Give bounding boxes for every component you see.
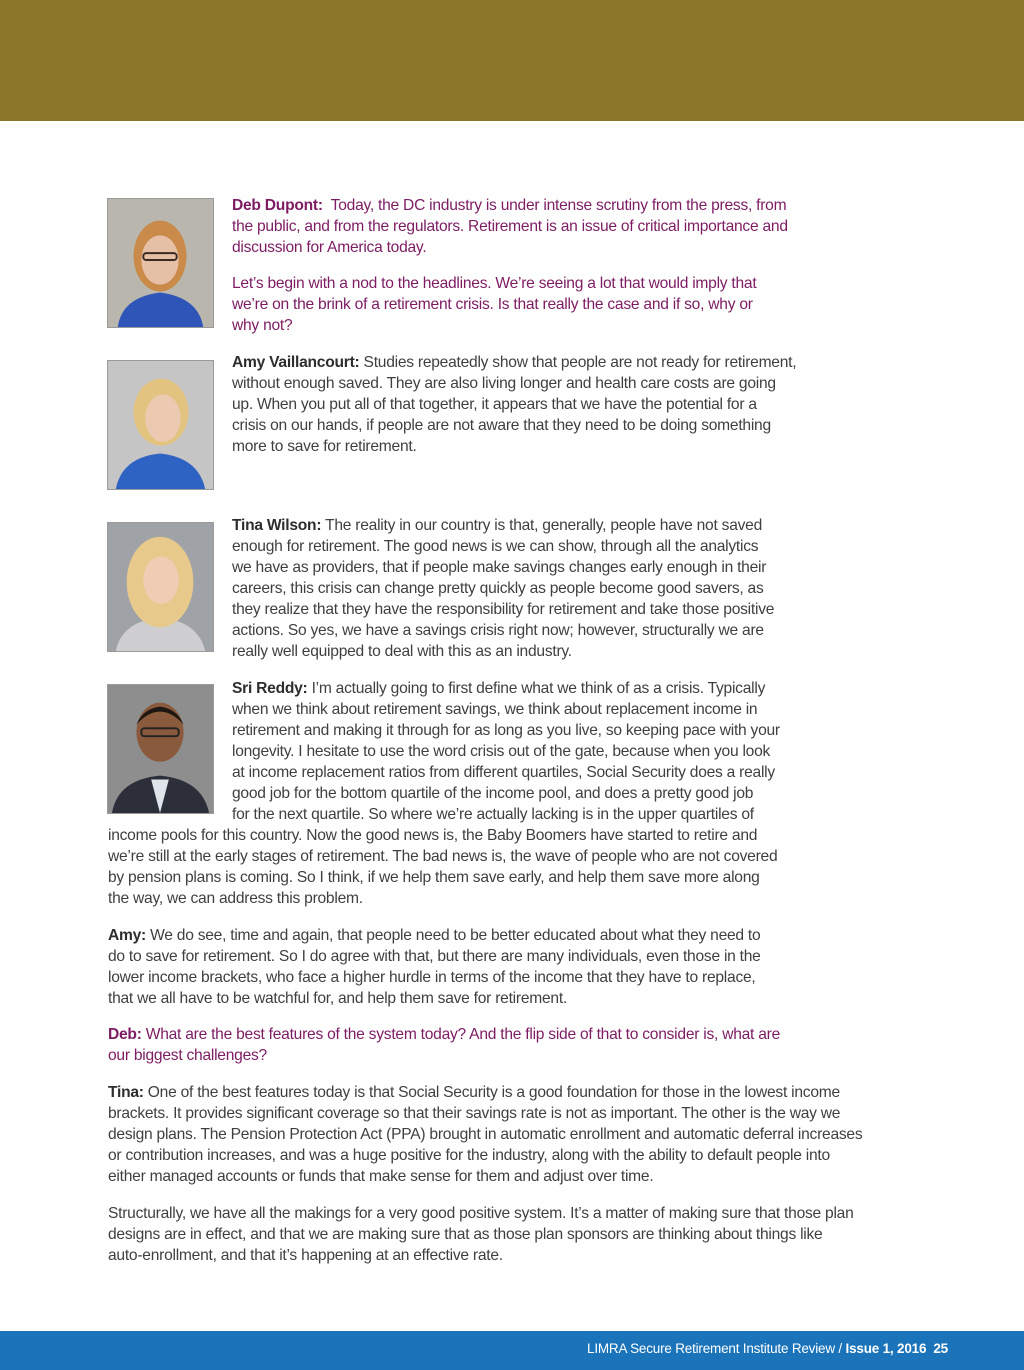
paragraph-deb-question	[232, 273, 756, 336]
text-line: Structurally, we have all the makings for a very good positive system. It’s a matter of making sure that those plan	[108, 1205, 854, 1222]
text-line: for the next quartile. So where we’re actually lacking is in the upper quartiles of	[232, 806, 754, 823]
text-line: crisis on our hands, if people are not aware that they need to be doing something	[232, 417, 771, 434]
text-line: actions. So yes, we have a savings crisis right now; however, structurally we are	[232, 622, 764, 639]
text-line: either managed accounts or funds that make sense for them and adjust over time.	[108, 1168, 654, 1185]
text-line: why not?	[232, 317, 293, 334]
text-line: income pools for this country. Now the good news is, the Baby Boomers have started to retire and	[108, 827, 758, 844]
text-line: we have as providers, that if people make savings changes early enough in their	[232, 559, 767, 576]
text-line: One of the best features today is that Social Security is a good foundation for those in the lowest income	[143, 1084, 840, 1101]
text-line: We do see, time and again, that people need to be better educated about what they need to	[146, 927, 761, 944]
text-line: The reality in our country is that, generally, people have not saved	[321, 517, 763, 534]
text-line: longevity. I hesitate to use the word crisis out of the gate, because when you look	[232, 743, 771, 760]
text-line: enough for retirement. The good news is we can show, through all the analytics	[232, 538, 759, 555]
paragraph-tina-answer	[232, 515, 774, 662]
text-line: up. When you put all of that together, it appears that we have the potential for a	[232, 396, 757, 413]
issue-label: Issue 1, 2016	[845, 1341, 927, 1356]
text-line: by pension plans is coming. So I think, if we help them save early, and help them save more along	[108, 869, 760, 886]
publication-name: LIMRA Secure Retirement Institute Review /	[587, 1341, 846, 1356]
text-line: really well equipped to deal with this as an industry.	[232, 643, 572, 660]
paragraph-amy-followup	[108, 925, 761, 1009]
text-line: more to save for retirement.	[232, 438, 417, 455]
speaker-label: Deb:	[108, 1026, 142, 1043]
speaker-label: Amy Vaillancourt:	[232, 354, 360, 371]
footer-band	[0, 1331, 1024, 1370]
speaker-label: Sri Reddy:	[232, 680, 308, 697]
paragraph-deb-question-2	[108, 1024, 780, 1066]
paragraph-tina-answer-3	[108, 1203, 854, 1266]
page-number: 25	[933, 1341, 948, 1356]
text-line: when we think about retirement savings, we think about replacement income in	[232, 701, 758, 718]
paragraph-sri-answer-continued	[108, 825, 777, 909]
text-line: Studies repeatedly show that people are not ready for retirement,	[359, 354, 797, 371]
text-line: at income replacement ratios from different quartiles, Social Security does a really	[232, 764, 775, 781]
text-line: retirement and making it through for as long as you live, so keeping pace with your	[232, 722, 780, 739]
text-line: the way, we can address this problem.	[108, 890, 363, 907]
text-line: do to save for retirement. So I do agree with that, but there are many individuals, even those in the	[108, 948, 761, 965]
speaker-label: Tina:	[108, 1084, 144, 1101]
text-line: or contribution increases, and was a huge positive for the industry, along with the ability to default people into	[108, 1147, 830, 1164]
text-line: the public, and from the regulators. Retirement is an issue of critical importance and	[232, 218, 788, 235]
header-band	[0, 0, 1024, 121]
speaker-label: Deb Dupont:	[232, 197, 323, 214]
text-line: discussion for America today.	[232, 239, 427, 256]
paragraph-amy-answer	[232, 352, 796, 457]
photo-sri-reddy	[107, 684, 214, 814]
paragraph-deb-intro	[232, 195, 788, 258]
text-line: good job for the bottom quartile of the income pool, and does a pretty good job	[232, 785, 754, 802]
text-line: What are the best features of the system today? And the flip side of that to consider is, what are	[141, 1026, 781, 1043]
text-line: we’re on the brink of a retirement crisis. Is that really the case and if so, why or	[232, 296, 753, 313]
speaker-label: Amy:	[108, 927, 146, 944]
paragraph-sri-answer	[232, 678, 780, 825]
text-line: they realize that they have the responsibility for retirement and take those positive	[232, 601, 775, 618]
text-line: careers, this crisis can change pretty quickly as people become good savers, as	[232, 580, 764, 597]
text-line: Today, the DC industry is under intense scrutiny from the press, from	[322, 197, 787, 214]
text-line: brackets. It provides significant coverage so that their savings rate is not as important. The other is the way we	[108, 1105, 841, 1122]
text-line: lower income brackets, who face a higher hurdle in terms of the income that they have to replace,	[108, 969, 756, 986]
text-line: Let’s begin with a nod to the headlines. We’re seeing a lot that would imply that	[232, 275, 757, 292]
text-line: that we all have to be watchful for, and help them save for retirement.	[108, 990, 567, 1007]
text-line: without enough saved. They are also living longer and health care costs are going	[232, 375, 776, 392]
footer-citation	[587, 1341, 948, 1356]
text-line: designs are in effect, and that we are making sure that as those plan sponsors are thinking about things like	[108, 1226, 823, 1243]
photo-tina-wilson	[107, 522, 214, 652]
photo-amy-vaillancourt	[107, 360, 214, 490]
text-line: auto-enrollment, and that it’s happening at an effective rate.	[108, 1247, 503, 1264]
text-line: our biggest challenges?	[108, 1047, 267, 1064]
text-line: we’re still at the early stages of retirement. The bad news is, the wave of people who are not covered	[108, 848, 778, 865]
text-line: design plans. The Pension Protection Act (PPA) brought in automatic enrollment and automatic deferral increases	[108, 1126, 863, 1143]
speaker-label: Tina Wilson:	[232, 517, 322, 534]
paragraph-tina-answer-2	[108, 1082, 862, 1187]
photo-deb-dupont	[107, 198, 214, 328]
text-line: I’m actually going to first define what we think of as a crisis. Typically	[307, 680, 766, 697]
